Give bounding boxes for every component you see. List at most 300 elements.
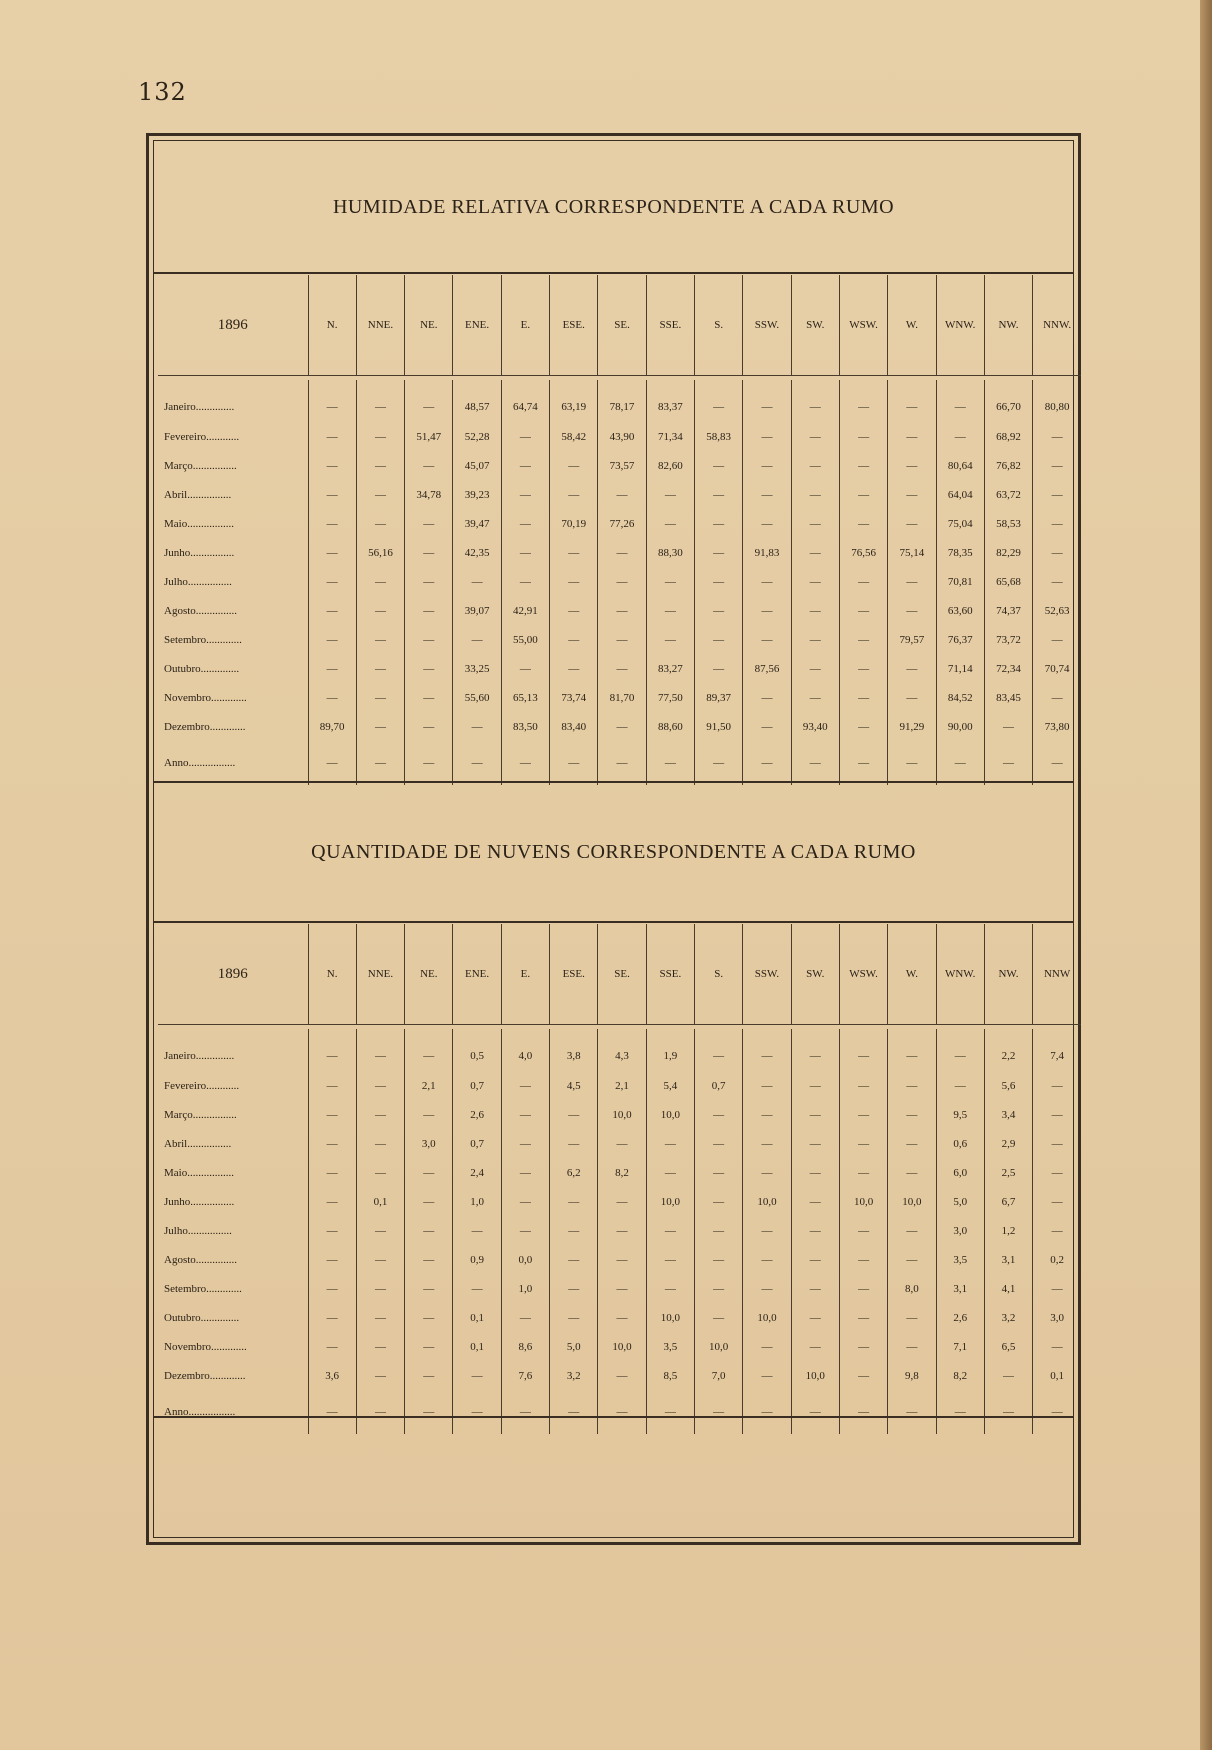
table-cell: 0,6: [936, 1129, 984, 1158]
table-cell: 10,0: [839, 1187, 887, 1216]
table-cell: 0,2: [1033, 1245, 1081, 1274]
table-cell: 10,0: [646, 1187, 694, 1216]
table-cell: 65,68: [984, 567, 1032, 596]
table-cell: —: [308, 1158, 356, 1187]
table-cell: —: [308, 451, 356, 480]
table-cell: —: [888, 380, 936, 422]
table-cell: —: [695, 1390, 743, 1434]
table-cell: 51,47: [405, 422, 453, 451]
table-cell: —: [695, 509, 743, 538]
table-cell: 0,1: [1033, 1361, 1081, 1390]
table-cell: 76,37: [936, 625, 984, 654]
column-header: SSW.: [743, 924, 791, 1025]
column-header: NE.: [405, 275, 453, 376]
table-cell: 72,34: [984, 654, 1032, 683]
table-cell: —: [695, 1216, 743, 1245]
table-cell: —: [501, 1187, 549, 1216]
table-cell: —: [791, 654, 839, 683]
table-cell: —: [646, 567, 694, 596]
table-cell: —: [356, 451, 404, 480]
column-header: WSW.: [839, 924, 887, 1025]
table-cell: 39,07: [453, 596, 501, 625]
table-cell: —: [356, 1274, 404, 1303]
table-cell: 10,0: [791, 1361, 839, 1390]
table-cell: —: [695, 741, 743, 785]
table-cell: —: [356, 1332, 404, 1361]
column-header: NW.: [984, 924, 1032, 1025]
column-header: WNW.: [936, 924, 984, 1025]
table-cell: 73,57: [598, 451, 646, 480]
table-cell: —: [550, 1245, 598, 1274]
row-label: Junho................: [164, 1195, 235, 1208]
table-cell: 82,29: [984, 538, 1032, 567]
table-cell: —: [984, 1390, 1032, 1434]
table-cell: 83,37: [646, 380, 694, 422]
table-row: [158, 1129, 1081, 1158]
table-row: [158, 567, 1081, 596]
column-header: NE.: [405, 924, 453, 1025]
table-row: [158, 1071, 1081, 1100]
table-cell: —: [1033, 422, 1081, 451]
row-label: Maio.................: [164, 517, 234, 530]
table-cell: —: [453, 712, 501, 741]
table-cell: —: [839, 596, 887, 625]
table-cell: —: [839, 1129, 887, 1158]
table-cell: 0,0: [501, 1245, 549, 1274]
row-label: Fevereiro............: [164, 1079, 240, 1092]
table-cell: 0,7: [695, 1071, 743, 1100]
table-cell: 48,57: [453, 380, 501, 422]
table-cell: —: [501, 1303, 549, 1332]
table-frame-inner: [153, 140, 1074, 1538]
table-cell: —: [743, 480, 791, 509]
divider: [154, 1416, 1073, 1418]
table-cell: —: [839, 1332, 887, 1361]
table-cell: —: [839, 1158, 887, 1187]
table-cell: —: [1033, 1158, 1081, 1187]
table-cell: 80,80: [1033, 380, 1081, 422]
table-cell: —: [308, 380, 356, 422]
table-row: [158, 422, 1081, 451]
table-cell: —: [405, 683, 453, 712]
table-cell: —: [695, 1100, 743, 1129]
table-cell: 10,0: [598, 1100, 646, 1129]
table-cell: —: [405, 1100, 453, 1129]
table-cell: —: [598, 1216, 646, 1245]
table-row: [158, 596, 1081, 625]
table-cell: —: [646, 1274, 694, 1303]
table-cell: —: [839, 509, 887, 538]
table-cell: 43,90: [598, 422, 646, 451]
table-cell: —: [1033, 1216, 1081, 1245]
table-cell: 83,50: [501, 712, 549, 741]
table-cell: 3,1: [936, 1274, 984, 1303]
column-header: SSE.: [646, 924, 694, 1025]
table-cell: 6,2: [550, 1158, 598, 1187]
table-cell: —: [501, 538, 549, 567]
table-cell: 3,0: [1033, 1303, 1081, 1332]
row-label: Junho................: [164, 546, 235, 559]
table-cell: —: [550, 1187, 598, 1216]
table-cell: —: [405, 509, 453, 538]
table-cell: —: [646, 625, 694, 654]
table-cell: 70,19: [550, 509, 598, 538]
table-row: [158, 625, 1081, 654]
table-cell: —: [743, 1361, 791, 1390]
table-cell: —: [791, 1332, 839, 1361]
column-header: W.: [888, 275, 936, 376]
table-cell: —: [598, 596, 646, 625]
table-cell: 8,0: [888, 1274, 936, 1303]
table-cell: —: [743, 1100, 791, 1129]
table-cell: 5,6: [984, 1071, 1032, 1100]
table-cell: 65,13: [501, 683, 549, 712]
table-cell: —: [598, 1390, 646, 1434]
table-cell: —: [308, 741, 356, 785]
column-header: WNW.: [936, 275, 984, 376]
table-cell: —: [646, 1245, 694, 1274]
table-cell: —: [888, 567, 936, 596]
table-cell: 91,50: [695, 712, 743, 741]
table-cell: —: [501, 654, 549, 683]
table-cell: 82,60: [646, 451, 694, 480]
table-cell: 3,6: [308, 1361, 356, 1390]
table-cell: 90,00: [936, 712, 984, 741]
table-cell: —: [888, 654, 936, 683]
table-cell: —: [501, 1129, 549, 1158]
table-cell: —: [501, 422, 549, 451]
table-cell: —: [888, 1129, 936, 1158]
year-header: 1896: [217, 316, 248, 333]
table-cell: —: [356, 1361, 404, 1390]
year-header: 1896: [217, 965, 248, 982]
table-cell: —: [356, 712, 404, 741]
row-label: Setembro.............: [164, 633, 242, 646]
table-cell: —: [695, 596, 743, 625]
table-cell: —: [405, 451, 453, 480]
table-cell: —: [791, 1100, 839, 1129]
table-cell: 63,72: [984, 480, 1032, 509]
table-cell: —: [356, 509, 404, 538]
table-row: [158, 538, 1081, 567]
table-cell: —: [405, 625, 453, 654]
table-cell: —: [695, 1274, 743, 1303]
table-cell: —: [356, 1158, 404, 1187]
table-cell: 76,82: [984, 451, 1032, 480]
table-cell: —: [695, 567, 743, 596]
row-label: Anno.................: [164, 757, 236, 769]
table-cell: —: [405, 741, 453, 785]
table-cell: 10,0: [646, 1303, 694, 1332]
table-cell: —: [695, 380, 743, 422]
table-cell: —: [308, 538, 356, 567]
table-cell: 3,1: [984, 1245, 1032, 1274]
row-label: Dezembro.............: [164, 720, 246, 733]
table-cell: —: [1033, 683, 1081, 712]
row-label: Julho................: [164, 575, 232, 588]
table-cell: —: [356, 625, 404, 654]
table-cell: —: [453, 1390, 501, 1434]
table-cell: —: [1033, 1071, 1081, 1100]
table-cell: —: [308, 1216, 356, 1245]
table-cell: —: [646, 1390, 694, 1434]
table-cell: —: [453, 1361, 501, 1390]
row-label: Janeiro..............: [164, 1050, 235, 1062]
table-cell: —: [743, 1216, 791, 1245]
table-cell: 7,1: [936, 1332, 984, 1361]
table-cell: —: [405, 1390, 453, 1434]
table-cell: —: [888, 1390, 936, 1434]
table-cell: —: [550, 1100, 598, 1129]
table-cell: 0,7: [453, 1071, 501, 1100]
table-cell: 10,0: [743, 1303, 791, 1332]
table-cell: —: [791, 1390, 839, 1434]
column-header: S.: [695, 924, 743, 1025]
table-cell: —: [743, 1332, 791, 1361]
table-cell: 73,74: [550, 683, 598, 712]
table-cell: 74,37: [984, 596, 1032, 625]
table-cell: 2,2: [984, 1029, 1032, 1071]
table-cell: 1,9: [646, 1029, 694, 1071]
table-cell: —: [791, 422, 839, 451]
table-cell: —: [839, 741, 887, 785]
header-row: [158, 275, 1081, 376]
table-cell: —: [888, 1332, 936, 1361]
table-cell: —: [743, 567, 791, 596]
table-cell: 73,72: [984, 625, 1032, 654]
table-cell: —: [598, 1129, 646, 1158]
table-cell: 10,0: [743, 1187, 791, 1216]
table-cell: —: [356, 422, 404, 451]
table-cell: —: [405, 1158, 453, 1187]
table-cell: 0,5: [453, 1029, 501, 1071]
divider: [154, 921, 1073, 923]
table-cell: 58,42: [550, 422, 598, 451]
column-header: SSE.: [646, 275, 694, 376]
table-row: [158, 509, 1081, 538]
table-cell: —: [550, 538, 598, 567]
table-cell: —: [308, 1332, 356, 1361]
table-cell: —: [791, 380, 839, 422]
column-header: ESE.: [550, 924, 598, 1025]
table-cell: 75,14: [888, 538, 936, 567]
table-cell: 77,26: [598, 509, 646, 538]
table-cell: 70,74: [1033, 654, 1081, 683]
table-cell: —: [550, 741, 598, 785]
table-cell: —: [308, 1071, 356, 1100]
table-cell: 9,8: [888, 1361, 936, 1390]
table-cell: —: [791, 567, 839, 596]
header-row: [158, 924, 1081, 1025]
table-cell: —: [839, 451, 887, 480]
table-cell: —: [791, 1158, 839, 1187]
table-cell: —: [888, 683, 936, 712]
column-header: NW.: [984, 275, 1032, 376]
table-cell: —: [888, 1245, 936, 1274]
table-frame: [146, 133, 1081, 1545]
table-cell: 78,35: [936, 538, 984, 567]
row-label: Janeiro..............: [164, 401, 235, 413]
column-header: SE.: [598, 924, 646, 1025]
table-cell: —: [1033, 567, 1081, 596]
table-cell: 78,17: [598, 380, 646, 422]
table-cell: —: [743, 1245, 791, 1274]
table-cell: —: [405, 1274, 453, 1303]
table-cell: 3,2: [984, 1303, 1032, 1332]
table-cell: —: [646, 596, 694, 625]
table-cell: 42,35: [453, 538, 501, 567]
table-cell: —: [791, 480, 839, 509]
table-cell: 52,28: [453, 422, 501, 451]
column-header: SW.: [791, 275, 839, 376]
table-cell: —: [501, 1100, 549, 1129]
table-cell: —: [598, 1274, 646, 1303]
table-cell: —: [646, 1158, 694, 1187]
table-cell: —: [308, 1029, 356, 1071]
table-cell: 55,00: [501, 625, 549, 654]
column-header: NNE.: [356, 275, 404, 376]
table-cell: —: [356, 1216, 404, 1245]
column-header: NNW: [1033, 924, 1081, 1025]
table-cell: —: [743, 712, 791, 741]
table-cell: —: [791, 1216, 839, 1245]
table-cell: —: [695, 1029, 743, 1071]
table-cell: —: [839, 1100, 887, 1129]
table-row: [158, 1361, 1081, 1390]
table-cell: —: [356, 1129, 404, 1158]
table-cell: —: [888, 1158, 936, 1187]
table-cell: 8,2: [598, 1158, 646, 1187]
table-cell: —: [405, 380, 453, 422]
table-cell: 64,04: [936, 480, 984, 509]
table-cell: 0,1: [356, 1187, 404, 1216]
table-cell: 1,0: [501, 1274, 549, 1303]
table-cell: —: [550, 1274, 598, 1303]
table-cell: —: [501, 1390, 549, 1434]
table-cell: 66,70: [984, 380, 1032, 422]
table-cell: —: [695, 654, 743, 683]
table-cell: 2,6: [453, 1100, 501, 1129]
row-label: Agosto...............: [164, 604, 238, 617]
table-cell: —: [839, 654, 887, 683]
table-cell: —: [743, 1029, 791, 1071]
table-cell: —: [356, 654, 404, 683]
table-cell: —: [501, 567, 549, 596]
table-cell: —: [839, 625, 887, 654]
table-cell: 2,1: [405, 1071, 453, 1100]
table-cell: —: [550, 1216, 598, 1245]
table-cell: —: [453, 625, 501, 654]
table-cell: —: [839, 380, 887, 422]
table-cell: —: [839, 683, 887, 712]
column-header: SE.: [598, 275, 646, 376]
table-cell: —: [888, 422, 936, 451]
table-cell: —: [550, 567, 598, 596]
table-cell: 55,60: [453, 683, 501, 712]
table-cell: —: [936, 1071, 984, 1100]
table-cell: —: [308, 683, 356, 712]
table-cell: 81,70: [598, 683, 646, 712]
table-cell: —: [356, 1390, 404, 1434]
table-cell: —: [308, 596, 356, 625]
table-cell: —: [743, 741, 791, 785]
table-cell: 8,6: [501, 1332, 549, 1361]
table-cell: 10,0: [598, 1332, 646, 1361]
table-row: [158, 741, 1081, 785]
table-row: [158, 1100, 1081, 1129]
table-cell: 88,60: [646, 712, 694, 741]
table-cell: 8,5: [646, 1361, 694, 1390]
table-cell: 2,1: [598, 1071, 646, 1100]
table-row: [158, 1245, 1081, 1274]
column-header: NNE.: [356, 924, 404, 1025]
table-cell: 89,37: [695, 683, 743, 712]
table-cell: —: [308, 567, 356, 596]
table-row: [158, 1274, 1081, 1303]
table-cell: 45,07: [453, 451, 501, 480]
table-row: [158, 712, 1081, 741]
table-cell: —: [936, 741, 984, 785]
table-cell: 58,83: [695, 422, 743, 451]
table-cell: 9,5: [936, 1100, 984, 1129]
row-label: Abril................: [164, 488, 232, 501]
table-cell: —: [743, 422, 791, 451]
table-cell: 1,2: [984, 1216, 1032, 1245]
row-label: Fevereiro............: [164, 430, 240, 443]
table-cell: —: [598, 654, 646, 683]
table-cell: —: [888, 480, 936, 509]
divider: [154, 781, 1073, 783]
table-cell: 7,0: [695, 1361, 743, 1390]
table-cell: 83,40: [550, 712, 598, 741]
table-cell: 88,30: [646, 538, 694, 567]
table-cell: —: [839, 1361, 887, 1390]
table-cell: 34,78: [405, 480, 453, 509]
table-cell: —: [984, 741, 1032, 785]
table-cell: —: [791, 1274, 839, 1303]
table-cell: —: [695, 1303, 743, 1332]
table-cell: —: [308, 1303, 356, 1332]
table-cell: 7,6: [501, 1361, 549, 1390]
table-cell: —: [791, 596, 839, 625]
table-cell: —: [743, 1129, 791, 1158]
table-cell: —: [308, 509, 356, 538]
humidity-table: [158, 275, 1081, 785]
table-cell: —: [743, 596, 791, 625]
table-cell: 83,45: [984, 683, 1032, 712]
table-cell: —: [695, 625, 743, 654]
table-cell: —: [888, 451, 936, 480]
table-row: [158, 1390, 1081, 1434]
table-cell: 75,04: [936, 509, 984, 538]
column-header: N.: [308, 275, 356, 376]
table-cell: —: [839, 1390, 887, 1434]
table-row: [158, 451, 1081, 480]
table-cell: —: [839, 712, 887, 741]
table-cell: —: [1033, 538, 1081, 567]
table-cell: —: [743, 509, 791, 538]
table-cell: —: [695, 451, 743, 480]
column-header: WSW.: [839, 275, 887, 376]
table-cell: 6,0: [936, 1158, 984, 1187]
table-cell: —: [695, 1245, 743, 1274]
table2-title: QUANTIDADE DE NUVENS CORRESPONDENTE A CADA RUMO: [311, 841, 916, 863]
table-cell: —: [839, 1303, 887, 1332]
table-cell: —: [501, 1216, 549, 1245]
table-cell: —: [501, 451, 549, 480]
table-cell: 4,5: [550, 1071, 598, 1100]
table-cell: —: [743, 683, 791, 712]
